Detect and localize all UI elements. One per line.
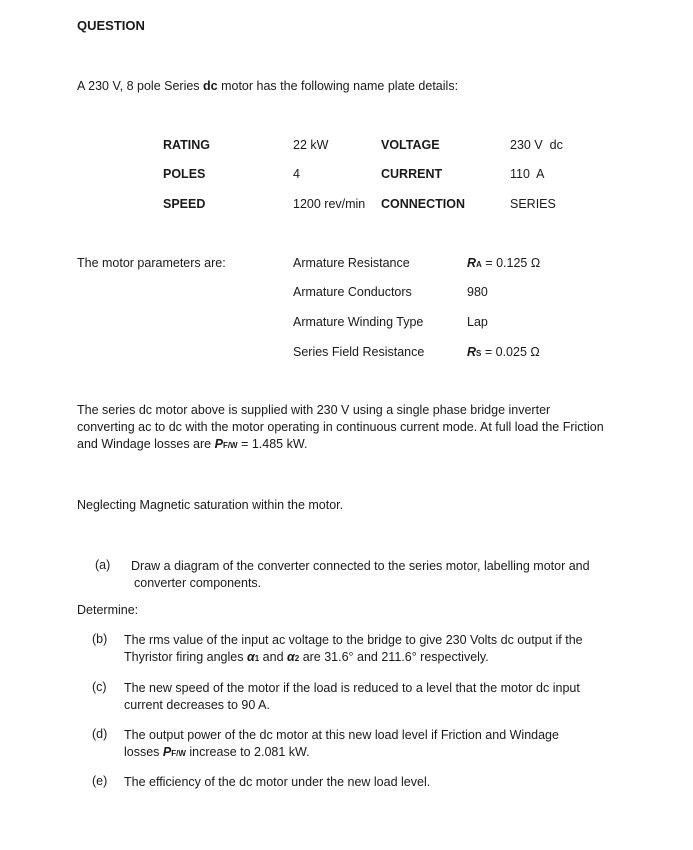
part-a-text: Draw a diagram of the converter connected to the series motor, labelling motor and converter components. <box>131 559 590 590</box>
intro-text: A 230 V, 8 pole Series dc motor has the following name plate details: <box>77 79 459 93</box>
part-e-label: (e) <box>92 774 108 788</box>
parameter-name: Armature Resistance <box>293 256 410 270</box>
nameplate-label: SPEED <box>163 197 206 211</box>
nameplate-label: RATING <box>163 138 210 152</box>
part-d-text: The output power of the dc motor at this new load level if Friction and Windage losses PF/W increase to 2.081 kW. <box>124 728 559 759</box>
nameplate-label: POLES <box>163 167 206 181</box>
part-b-text: The rms value of the input ac voltage to the bridge to give 230 Volts dc output if the Thyristor firing angles α1 and α2 are 31.6° and 211.6° respectively. <box>124 633 583 664</box>
nameplate-label: CONNECTION <box>381 197 466 211</box>
parameter-value: Lap <box>467 315 488 329</box>
parameter-name: Armature Winding Type <box>293 315 424 329</box>
parameters-intro: The motor parameters are: <box>77 256 226 270</box>
part-d-label: (d) <box>92 727 108 741</box>
nameplate-label: CURRENT <box>381 167 443 181</box>
nameplate-value: 230 V dc <box>510 138 563 152</box>
page-title: QUESTION <box>77 18 145 33</box>
supply-paragraph: The series dc motor above is supplied with 230 V using a single phase bridge inverter converting ac to dc with the motor operating in continuous current mode. At full load the Friction and Windage losses are PF/W = 1.485 kW. <box>77 403 604 451</box>
nameplate-value: 4 <box>293 167 300 181</box>
determine-label: Determine: <box>77 603 139 617</box>
nameplate-value: 22 kW <box>293 138 329 152</box>
parameter-value: RS = 0.025 Ω <box>467 345 540 359</box>
parameter-name: Series Field Resistance <box>293 345 425 359</box>
nameplate-label: VOLTAGE <box>381 138 440 152</box>
part-b-label: (b) <box>92 632 108 646</box>
part-c-label: (c) <box>92 680 107 694</box>
part-c-text: The new speed of the motor if the load is reduced to a level that the motor dc input current decreases to 90 A. <box>124 681 580 712</box>
nameplate-value: SERIES <box>510 197 556 211</box>
parameter-value: 980 <box>467 285 488 299</box>
parameter-name: Armature Conductors <box>293 285 412 299</box>
nameplate-value: 110 A <box>510 167 545 181</box>
part-e-text: The efficiency of the dc motor under the new load level. <box>124 775 431 789</box>
assumption-text: Neglecting Magnetic saturation within the motor. <box>77 498 344 512</box>
parameter-value: RA = 0.125 Ω <box>467 256 541 270</box>
nameplate-value: 1200 rev/min <box>293 197 366 211</box>
part-a-label: (a) <box>95 558 111 572</box>
